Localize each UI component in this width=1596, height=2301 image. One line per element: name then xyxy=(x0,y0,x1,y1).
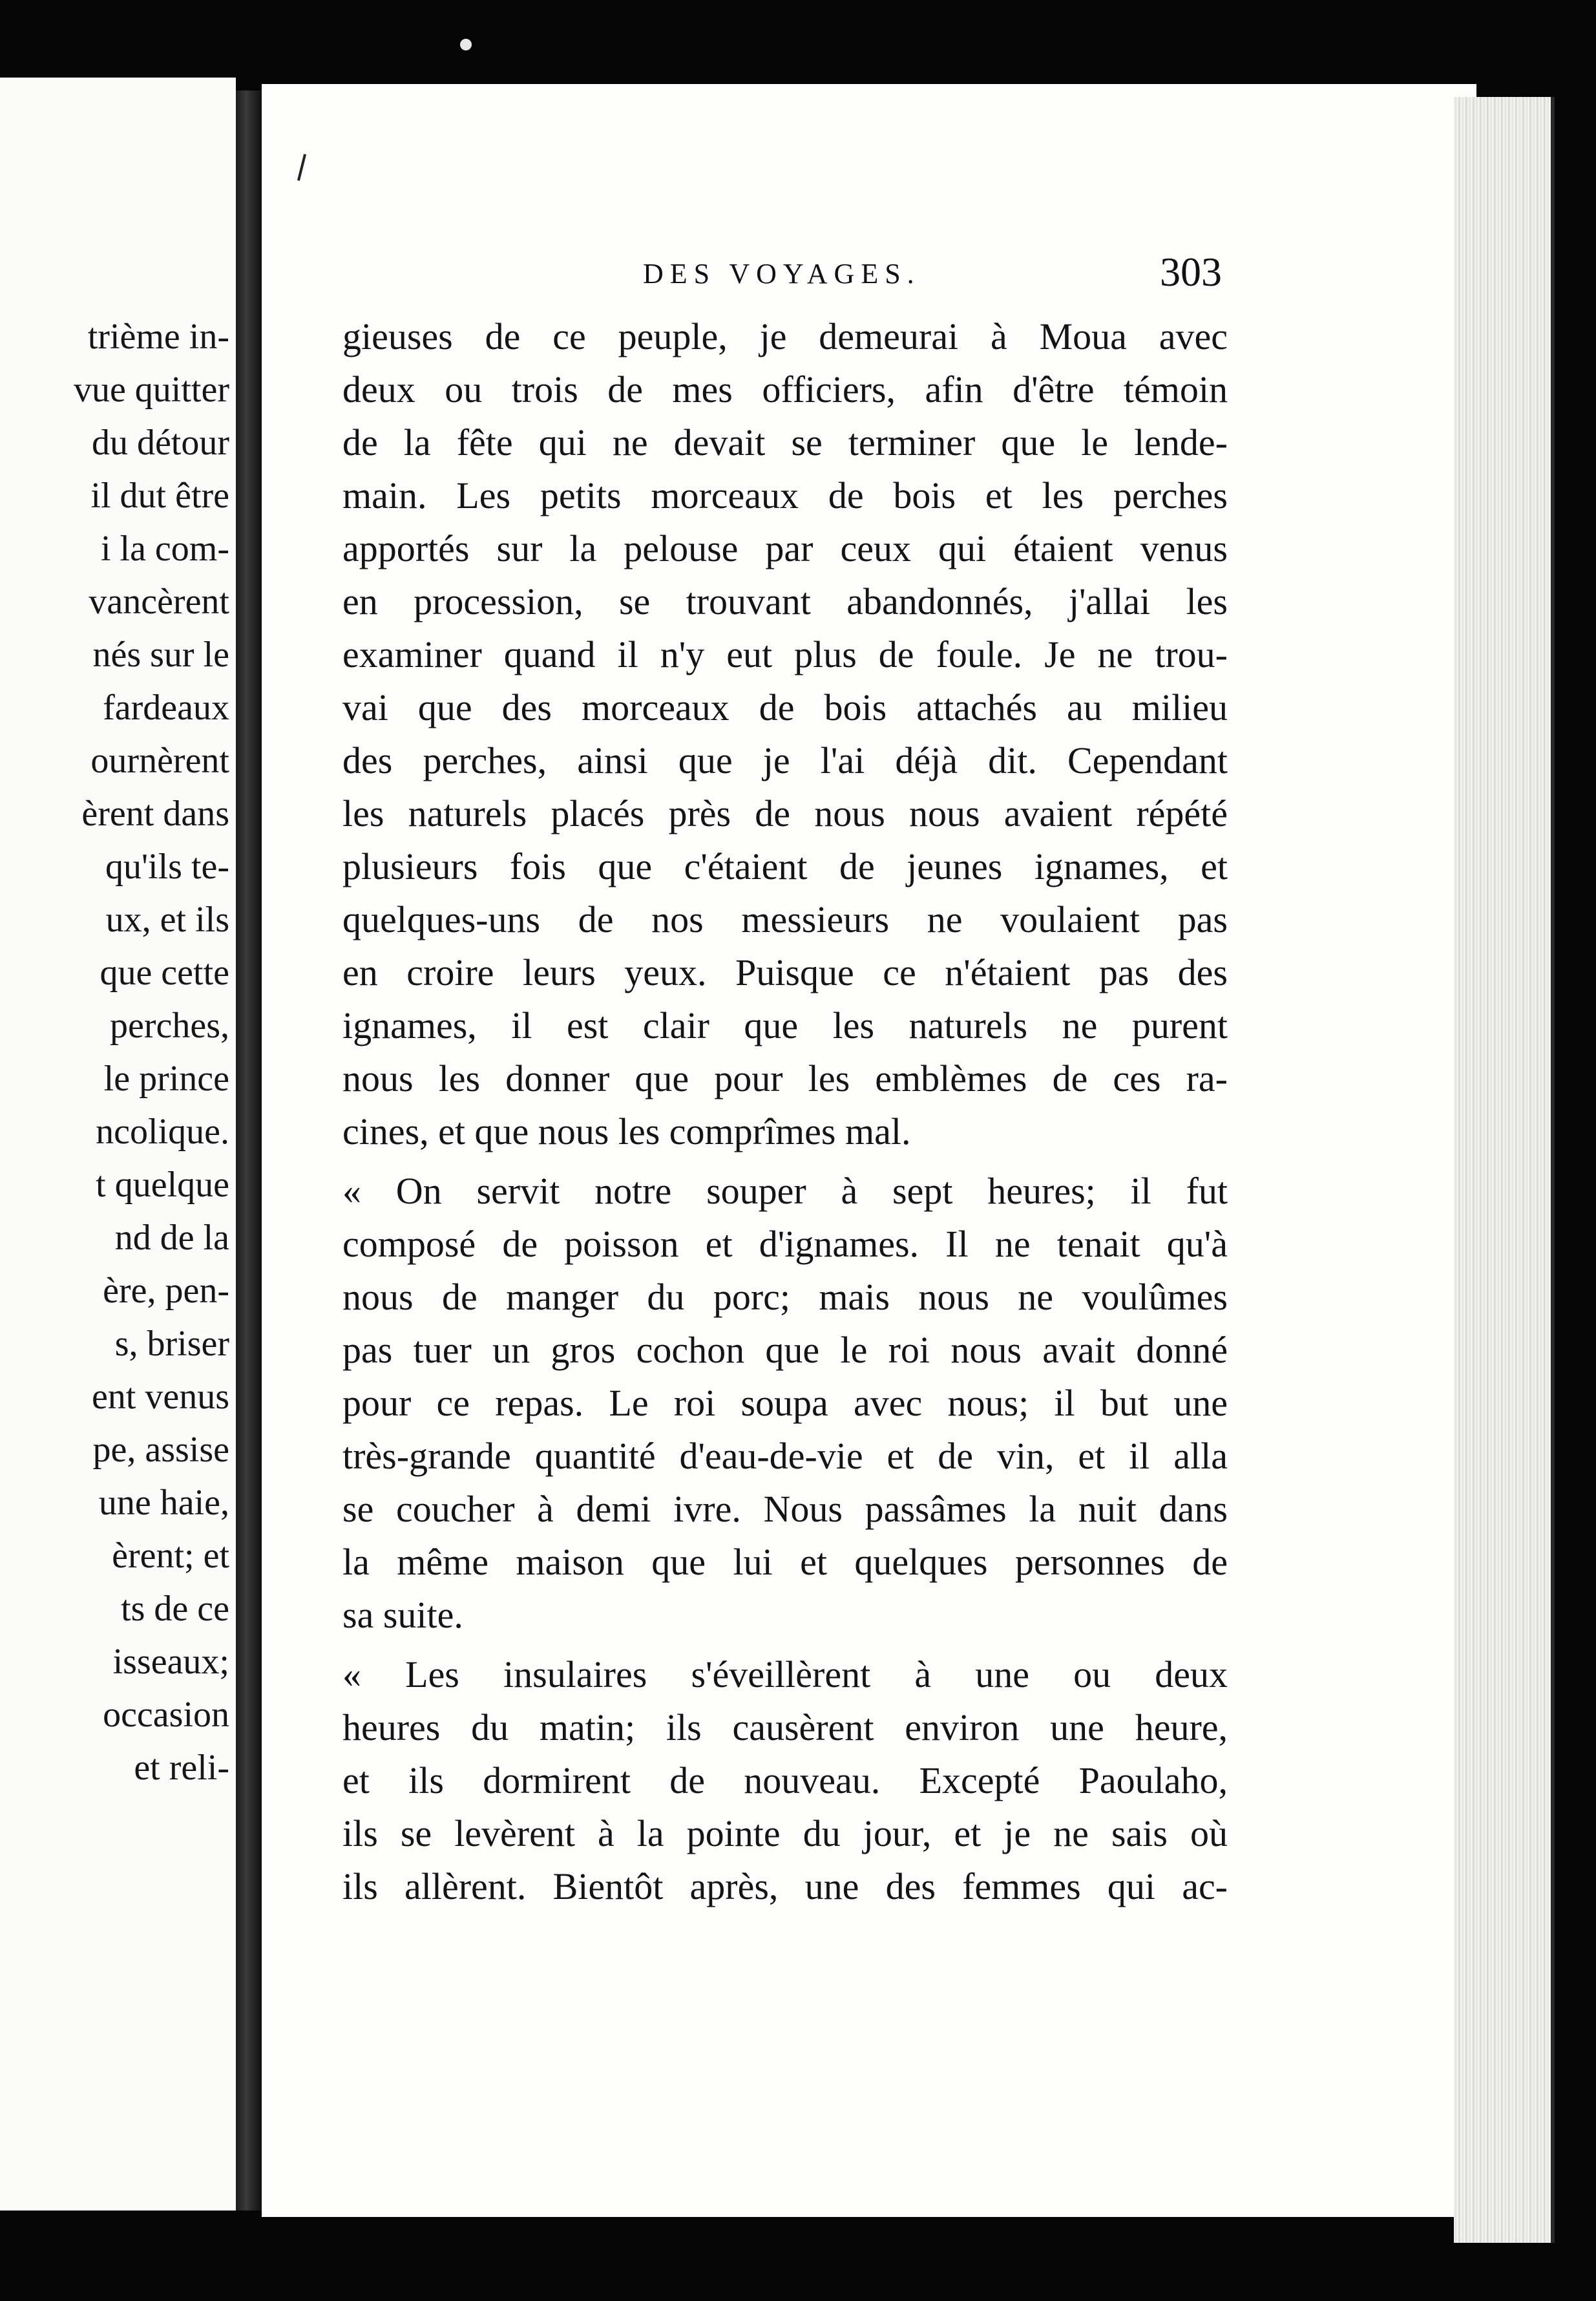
left-line: une haie, xyxy=(98,1483,229,1523)
running-head: DES VOYAGES. xyxy=(643,258,921,290)
left-line: èrent; et xyxy=(112,1536,229,1576)
body-text xyxy=(342,310,1228,1913)
text-line: main. Les petits morceaux de bois et les perches xyxy=(342,474,1228,516)
left-line: èrent dans xyxy=(81,794,229,834)
text-line: ignames, il est clair que les naturels ne purent xyxy=(342,1004,1228,1046)
text-line: ils se levèrent à la pointe du jour, et je ne sais où xyxy=(342,1812,1228,1854)
text-line: très-grande quantité d'eau-de-vie et de vin, et il alla xyxy=(342,1435,1228,1477)
left-line: ent venus xyxy=(91,1377,229,1417)
text-line: pas tuer un gros cochon que le roi nous avait donné xyxy=(342,1329,1228,1371)
text-line: des perches, ainsi que je l'ai déjà dit. Cependant xyxy=(342,739,1228,781)
left-line: s, briser xyxy=(114,1324,229,1364)
text-line: la même maison que lui et quelques personnes de xyxy=(342,1541,1228,1583)
text-line: « Les insulaires s'éveillèrent à une ou deux xyxy=(342,1653,1228,1695)
paragraph-1 xyxy=(342,310,1228,1158)
left-line: et reli- xyxy=(134,1748,229,1788)
text-line: vai que des morceaux de bois attachés au milieu xyxy=(342,686,1228,728)
text-line: sa suite. xyxy=(342,1594,463,1636)
page-block-edge xyxy=(1454,97,1555,2243)
left-line: t quelque xyxy=(96,1165,229,1205)
book-gutter xyxy=(236,90,262,2211)
left-line: nd de la xyxy=(114,1218,229,1258)
left-line: i la com- xyxy=(100,529,229,569)
left-line: vue quitter xyxy=(73,370,229,410)
text-line: deux ou trois de mes officiers, afin d'être témoin xyxy=(342,368,1228,410)
left-line: isseaux; xyxy=(112,1642,229,1682)
left-line: qu'ils te- xyxy=(105,847,229,887)
left-line: nés sur le xyxy=(92,635,229,675)
text-line: « On servit notre souper à sept heures; il fut xyxy=(342,1170,1228,1212)
left-line: ts de ce xyxy=(121,1589,229,1629)
text-line: en procession, se trouvant abandonnés, j'allai les xyxy=(342,580,1228,622)
text-line: composé de poisson et d'ignames. Il ne tenait qu'à xyxy=(342,1223,1228,1265)
text-line: se coucher à demi ivre. Nous passâmes la nuit dans xyxy=(342,1488,1228,1530)
text-line: nous de manger du porc; mais nous ne voulûmes xyxy=(342,1276,1228,1318)
left-line: ncolique. xyxy=(96,1112,229,1152)
text-line: plusieurs fois que c'étaient de jeunes ignames, et xyxy=(342,845,1228,887)
text-line: nous les donner que pour les emblèmes de ces ra- xyxy=(342,1057,1228,1099)
text-line: de la fête qui ne devait se terminer que le lende- xyxy=(342,421,1228,463)
left-line: que cette xyxy=(100,953,229,993)
left-line: du détour xyxy=(91,423,229,463)
text-line: gieuses de ce peuple, je demeurai à Moua avec xyxy=(342,315,1228,357)
left-page-text xyxy=(74,310,229,1794)
text-line: apportés sur la pelouse par ceux qui étaient venus xyxy=(342,527,1228,569)
paragraph-2 xyxy=(342,1165,1228,1642)
left-line: trième in- xyxy=(87,317,229,357)
left-line: vancèrent xyxy=(89,582,229,622)
left-line: il dut être xyxy=(90,476,229,516)
left-line: pe, assise xyxy=(92,1430,229,1470)
text-line: ils allèrent. Bientôt après, une des femmes qui ac- xyxy=(342,1865,1228,1907)
left-line: le prince xyxy=(103,1059,229,1099)
scan-dust-mark xyxy=(460,39,472,50)
left-line: fardeaux xyxy=(103,688,229,728)
left-line: ère, pen- xyxy=(103,1271,229,1311)
left-line: perches, xyxy=(109,1006,229,1046)
text-line: pour ce repas. Le roi soupa avec nous; il but une xyxy=(342,1382,1228,1424)
text-line: quelques-uns de nos messieurs ne voulaient pas xyxy=(342,898,1228,940)
text-line: heures du matin; ils causèrent environ une heure, xyxy=(342,1706,1228,1748)
text-line: les naturels placés près de nous nous avaient répété xyxy=(342,792,1228,834)
left-line: ournèrent xyxy=(90,741,229,781)
left-page xyxy=(0,78,236,2211)
text-line: en croire leurs yeux. Puisque ce n'étaient pas des xyxy=(342,951,1228,993)
text-line: cines, et que nous les comprîmes mal. xyxy=(342,1110,911,1152)
text-line: et ils dormirent de nouveau. Excepté Paoulaho, xyxy=(342,1759,1228,1801)
text-line: examiner quand il n'y eut plus de foule. Je ne trou- xyxy=(342,633,1228,675)
page-number: 303 xyxy=(1160,249,1222,295)
left-line: occasion xyxy=(103,1695,229,1735)
left-line: ux, et ils xyxy=(105,900,229,940)
paragraph-3 xyxy=(342,1648,1228,1913)
